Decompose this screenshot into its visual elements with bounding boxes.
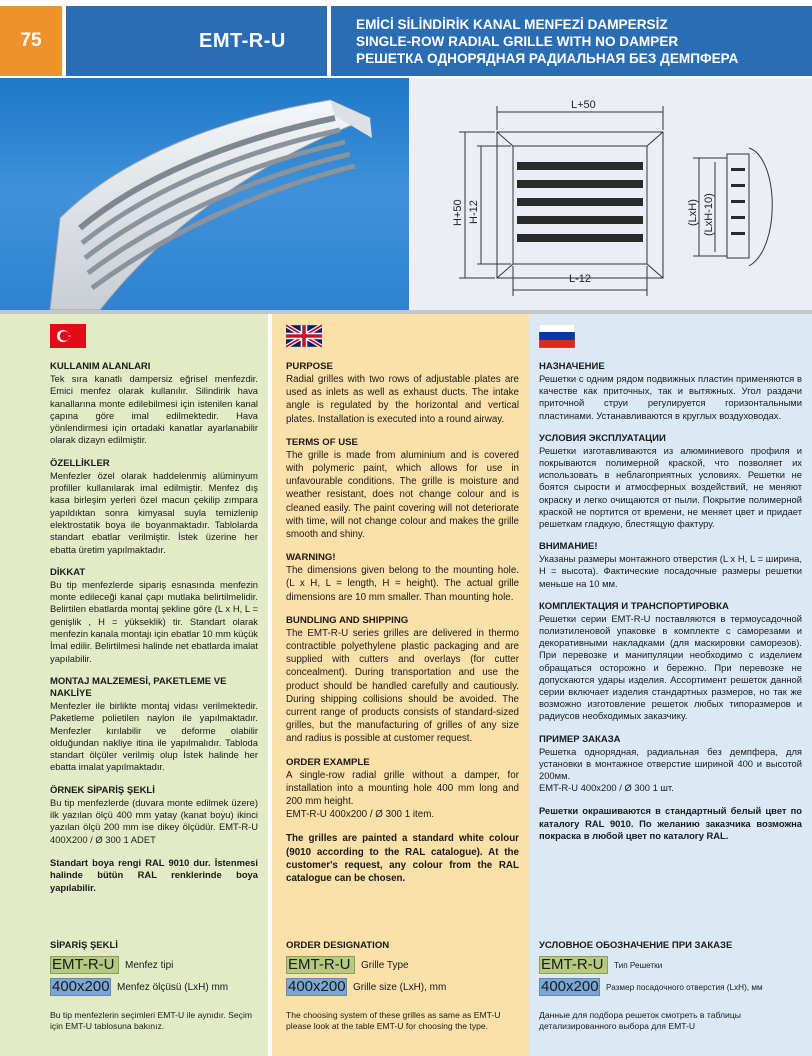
en-text-order-example: A single-row radial grille without a damper, for installation into a mounting hole 400 mm long and 200 mm height.	[286, 769, 519, 808]
en-code-type-label: Grille Type	[361, 959, 409, 971]
ru-note: Данные для подбора решеток смотреть в таблицы детализированного выбора для EMT-U	[539, 1010, 741, 1031]
ru-code-size-row	[539, 978, 802, 996]
tr-text-usage: Tek sıra kanatlı dampersiz eğrisel menfezdir. Emici menfez olarak kullanılır. Silindirik hava kanallarına monte edilebilmesi için istenilen kanal çapına göre imal edilmektedir. Hava yönlendirmesi için ortadaki kanatlar ayarlanabilir olarak dizayn edilmiştir.	[50, 373, 258, 446]
russia-flag-icon	[539, 324, 575, 348]
title-tr: EMİCİ SİLİNDİRİK KANAL MENFEZİ DAMPERSİZ	[356, 17, 668, 32]
tr-text-features: Menfezler özel olarak haddelenmiş alüminyum profiller kullanılarak imal edilmiştir. Menfez dış kasa birleşim yerleri özel macun çekilip zımpara yapıldıktan sonra kimyasal suyla temizlenip elektrostatik boya ile boyanmaktadır. Tablolarda standart ebatlar verilmiştir. İstek üzerine her ebatta üretim yapılmaktadır.	[50, 469, 258, 555]
ru-code-type: EMT-R-U	[539, 956, 608, 974]
ru-text-order-example: Решетка однорядная, радиальная без демпфера, для установки в монтажное отверстие шириной 400 и высотой 200мм.	[539, 745, 802, 782]
label-h-minus-12: H-12	[468, 200, 480, 224]
tr-heading-order-example: ÖRNEK SİPARİŞ ŞEKLİ	[50, 784, 155, 796]
column-english	[272, 314, 529, 1056]
en-code-size-label: Grille size (LxH), mm	[353, 981, 447, 993]
tr-note: Bu tip menfezlerin seçimleri EMT-U ile aynıdır. Seçim için EMT-U tablosuna bakınız.	[50, 1010, 253, 1031]
en-code-type: EMT-R-U	[286, 956, 355, 974]
en-heading-purpose: PURPOSE	[286, 361, 333, 372]
ru-heading-purpose: НАЗНАЧЕНИЕ	[539, 361, 605, 372]
en-order-section	[286, 940, 519, 1031]
ru-text-warning: Указаны размеры монтажного отверстия (L x H, L = ширина, H = высота). Фактические посадочные размеры решетки меньше на 10 мм.	[539, 553, 802, 589]
technical-drawing	[409, 78, 812, 310]
column-turkish	[0, 314, 268, 1056]
ru-order-title: УСЛОВНОЕ ОБОЗНАЧЕНИЕ ПРИ ЗАКАЗЕ	[539, 940, 733, 951]
ru-heading-order-example: ПРИМЕР ЗАКАЗА	[539, 733, 621, 745]
en-text-terms: The grille is made from aluminium and is covered with polymeric paint, which allows for use in unfavourable conditions. The grille is moisture and weather resistant, does not change colour and is cleaned easily. The paint covering will not deteriorate with time, will not change colour and makes the grille smooth and shiny.	[286, 449, 519, 541]
ru-text-bundling: Решетки серии EMT-R-U поставляются в термоусадочной полиэтиленовой упаковке в комплекте с саморезами и декоративными накладками (для маскировки саморезов). При перевозке и манипуляции необходимо с изделием обращаться осторожно и бережно. При перевозке не допускаются удары изделия. Ассортимент решеток данной серии включает изделия стандартных размеров, но так же возможно изготовление решеток любых типоразмеров и радиусов необходимых заказчику.	[539, 612, 802, 722]
ru-heading-bundling: КОМПЛЕКТАЦИЯ И ТРАНСПОРТИРОВКА	[539, 600, 729, 612]
en-heading-bundling: BUNDLING AND SHIPPING	[286, 614, 409, 626]
title-ru: РЕШЕТКА ОДНОРЯДНАЯ РАДИАЛЬНАЯ БЕЗ ДЕМПФЕРА	[356, 51, 739, 66]
ru-order-section	[539, 940, 802, 1031]
label-lxh-minus-10: (LxH-10)	[703, 193, 715, 236]
ru-code-type-row	[539, 956, 802, 974]
page-header	[0, 0, 812, 78]
ru-heading-warning: ВНИМАНИЕ!	[539, 541, 598, 553]
en-text-paint: The grilles are painted a standard white colour (9010 according to the RAL catalogue). At the customer's request, any colour from the RAL catalogue can be chosen.	[286, 833, 519, 885]
label-lxh: (LxH)	[687, 199, 699, 226]
en-heading-order-example: ORDER EXAMPLE	[286, 756, 370, 768]
tr-text-attention: Bu tip menfezlerde sipariş esnasında menfezin monte edileceği kanal çapı mutlaka belirtilmelidir. Belirtilen ebatlarda montaj şekline göre (L x H, L = genişlik , H = yükseklik) tir. Standart olarak menfezin kanala montajı için ebatlar 10 mm küçük İmal edilir. Belirtilmesi halinde net ebatlarda imalat yapılabilir.	[50, 578, 258, 664]
tr-text-packaging: Menfezler ile birlikte montaj vidası verilmektedir. Paketleme polietilen naylon ile yapılmaktadır. Menfezler kırılabilir ve deforme olabilir olduğundan nakliye itina ile yapılmalıdır. Tabloda standart ölçüler verilmiş olup İstek halinde her ebatta imalat yapılmaktadır.	[50, 699, 258, 773]
tr-code-size-row	[50, 978, 258, 996]
tr-heading-usage: KULLANIM ALANLARI	[50, 361, 151, 372]
tr-text-order-example: Bu tip menfezlerde (duvara monte edilmek üzere) ilk yazılan ölçü 400 mm yatay (kanat boyu) ikinci yazılan ölçü 200 mm ise dikey ölçüdür. EMT-R-U 400X200 / Ø 300 1 ADET	[50, 796, 258, 845]
en-heading-terms: TERMS OF USE	[286, 436, 358, 448]
ru-text-paint: Решетки окрашиваются в стандартный белый цвет по каталогу RAL 9010. По желанию заказчика возможна покраска в любой цвет по каталогу RAL.	[539, 805, 802, 841]
label-l-plus-50: L+50	[571, 99, 596, 111]
en-text-warning: The dimensions given belong to the mounting hole. (L x H, L = length, H = height). The actual grille dimensions are 10 mm smaller. Than mounting hole.	[286, 565, 519, 603]
tr-heading-attention: DİKKAT	[50, 566, 86, 578]
ru-code-size-label: Размер посадочного отверстия (LxH), мм	[606, 982, 763, 992]
ru-heading-terms: УСЛОВИЯ ЭКСПЛУАТАЦИИ	[539, 432, 666, 444]
en-heading-warning: WARNING!	[286, 552, 336, 564]
tr-heading-packaging: MONTAJ MALZEMESİ, PAKETLEME VE NAKLİYE	[50, 675, 227, 699]
en-code-size-row	[286, 978, 519, 996]
tr-order-section	[50, 940, 258, 1031]
tr-text-paint: Standart boya rengi RAL 9010 dur. İstenmesi halinde bütün RAL renklerinde boya yapılabilir.	[50, 856, 258, 893]
en-order-title: ORDER DESIGNATION	[286, 940, 390, 951]
column-russian	[529, 314, 812, 1056]
tr-code-type: EMT-R-U	[50, 956, 119, 974]
tr-code-size-label: Menfez ölçüsü (LxH) mm	[117, 981, 229, 993]
en-text-bundling: The EMT-R-U series grilles are delivered in thermo contractible polyethylene plastic packaging and are supplied with cutters and overlays (for cutter concealment). During transportation and use the product should be handled carefully and cautiously. During shipping collisions should be avoided. The current range of products consists of standard-sized grilles, but the manufacturing of grilles of any size and radius is possible at customer request.	[286, 627, 519, 745]
ru-code-type-label: Тип Решетки	[614, 960, 663, 970]
en-note: The choosing system of these grilles as same as EMT-U please look at the table EMT-U for choosing the type.	[286, 1010, 501, 1031]
product-photo	[0, 78, 409, 310]
tr-heading-features: ÖZELLİKLER	[50, 457, 110, 469]
en-code-type-row	[286, 956, 519, 974]
turkey-flag-icon	[50, 324, 86, 348]
en-text-order-item: EMT-R-U 400x200 / Ø 300 1 item.	[286, 809, 435, 821]
tr-order-title: SİPARİŞ ŞEKLİ	[50, 940, 118, 951]
ru-text-purpose: Решетки с одним рядом подвижных пластин применяются в качестве как приточных, так и вытяжных. Угол раздачи приточной струи регулируется горизонтальными пластинами. Устанавливаются в круглых воздуховодах.	[539, 373, 802, 421]
title-en: SINGLE-ROW RADIAL GRILLE WITH NO DAMPER	[356, 34, 679, 49]
ru-text-order-item: EMT-R-U 400x200 / Ø 300 1 шт.	[539, 782, 674, 794]
page-number: 75	[0, 6, 62, 76]
tr-code-size: 400x200	[52, 978, 110, 995]
tr-code-type-label: Menfez tipi	[125, 959, 174, 971]
label-h-plus-50: H+50	[452, 199, 464, 226]
en-text-purpose: Radial grilles with two rows of adjustable plates are used as inlets as well as exhaust ducts. The intake angle is regulated by the horizontal and vertical plates. Installation is executed into a round airway.	[286, 374, 519, 425]
uk-flag-icon	[286, 324, 322, 348]
dimension-drawing	[409, 78, 812, 310]
label-l-minus-12: L-12	[569, 273, 592, 285]
product-titles	[331, 6, 812, 76]
grille-illustration	[0, 78, 409, 310]
ru-code-size: 400x200	[541, 978, 599, 995]
model-title: EMT-R-U	[199, 30, 286, 52]
en-code-size: 400x200	[288, 978, 346, 995]
ru-text-terms: Решетки изготавливаются из алюминиевого профиля и покрываются полимерной краской, что позволяет их использовать в неблагоприятных условиях. Решетки не боятся сырости и атмосферных воздействий, не меняют окраску и легко очищаются от пыли. Покрытие полимерной краской не портится от времени, не меняет цвет и придает решеткам гладкую, блестящую фактуру.	[539, 444, 802, 530]
tr-code-type-row	[50, 956, 258, 974]
